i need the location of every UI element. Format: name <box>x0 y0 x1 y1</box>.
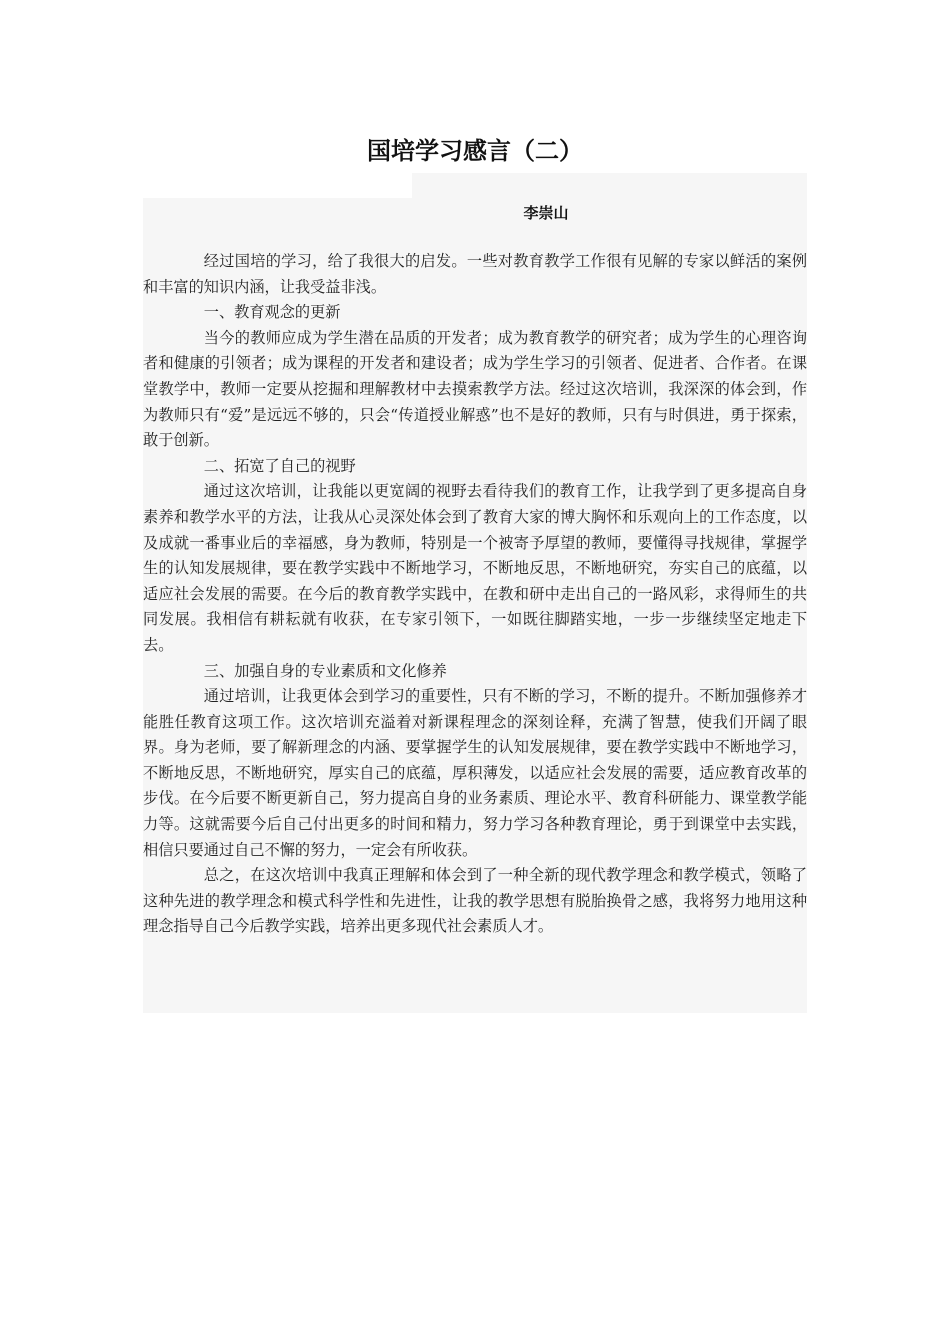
author-name: 李崇山 <box>523 204 569 222</box>
section-heading-3: 三、加强自身的专业素质和文化修养 <box>203 661 447 680</box>
paragraph-section-2: 通过这次培训，让我能以更宽阔的视野去看待我们的教育工作，让我学到了更多提高自身素养和教学水平的方法，让我从心灵深处体会到了教育大家的博大胸怀和乐观向上的工作态度，以及成就一番事业后的幸福感，身为教师，特别是一个被寄予厚望的教师，要懂得寻找规律，掌握学生的认知发展规律，要在教学实践中不断地学习，不断地反思，不断地研究，夯实自己的底蕴，以适应社会发展的需要。在今后的教育教学实践中，在教和研中走出自己的一路风彩，求得师生的共同发展。我相信有耕耘就有收获，在专家引领下，一如既往脚踏实地，一步一步继续坚定地走下去。 <box>143 482 807 654</box>
paragraph-section-3: 通过培训，让我更体会到学习的重要性，只有不断的学习，不断的提升。不断加强修养才能胜任教育这项工作。这次培训充溢着对新课程理念的深刻诠释，充满了智慧，使我们开阔了眼界。身为老师，要了解新理念的内涵、要掌握学生的认知发展规律，要在教学实践中不断地学习，不断地反思，不断地研究，厚实自己的底蕴，厚积薄发，以适应社会发展的需要，适应教育改革的步伐。在今后要不断更新自己，努力提高自身的业务素质、理论水平、教育科研能力、课堂教学能力等。这就需要今后自己付出更多的时间和精力，努力学习各种教育理论，勇于到课堂中去实践，相信只要通过自己不懈的努力，一定会有所收获。 <box>143 687 807 859</box>
paragraph-conclusion: 总之，在这次培训中我真正理解和体会到了一种全新的现代教学理念和教学模式，领略了这种先进的教学理念和模式科学性和先进性，让我的教学思想有脱胎换骨之感，我将努力地用这种理念指导自己今后教学实践，培养出更多现代社会素质人才。 <box>143 866 807 936</box>
document-title: 国培学习感言（二） <box>367 137 583 165</box>
paragraph-section-1: 当今的教师应成为学生潜在品质的开发者；成为教育教学的研究者；成为学生的心理咨询者和健康的引领者；成为课程的开发者和建设者；成为学生学习的引领者、促进者、合作者。在课堂教学中，教师一定要从挖掘和理解教材中去摸索教学方法。经过这次培训，我深深的体会到，作为教师只有“爱”是远远不够的，只会“传道授业解惑”也不是好的教师，只有与时俱进，勇于探索，敢于创新。 <box>143 328 807 450</box>
content-background-top <box>412 173 807 199</box>
section-heading-2: 二、拓宽了自己的视野 <box>203 456 356 475</box>
section-heading-1: 一、教育观念的更新 <box>203 303 341 322</box>
document-body <box>143 249 807 940</box>
paragraph-intro: 经过国培的学习，给了我很大的启发。一些对教育教学工作很有见解的专家以鲜活的案例和丰富的知识内涵，让我受益非浅。 <box>143 252 807 296</box>
